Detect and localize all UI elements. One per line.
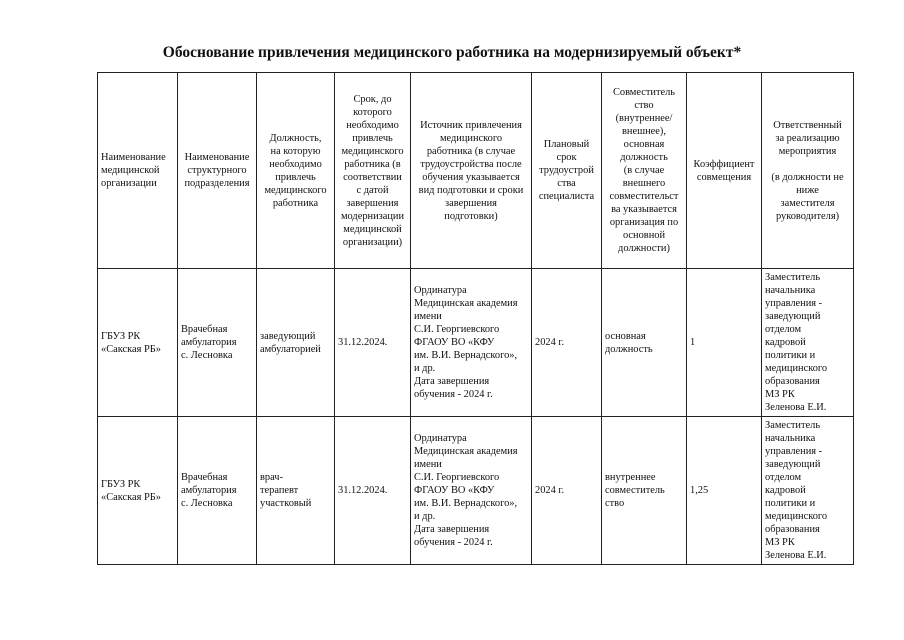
table-row [98,269,854,417]
table-header-row [98,73,854,269]
cell-structural-unit: Врачебная амбулатория с. Лесновка [178,417,257,565]
header-structural-unit: Наименование структурного подразделения [178,73,257,269]
cell-coefficient: 1,25 [687,417,762,565]
cell-source: Ординатура Медицинская академия имени С.И. Георгиевского ФГАОУ ВО «КФУ им. В.И. Вернадского», и др. Дата завершения обучения - 2024 г. [411,269,532,417]
header-source: Источник привлечения медицинского работника (в случае трудоустройства после обучения указывается вид подготовки и сроки завершения подготовки) [411,73,532,269]
cell-combination: основная должность [602,269,687,417]
cell-source: Ординатура Медицинская академия имени С.И. Георгиевского ФГАОУ ВО «КФУ им. В.И. Вернадского», и др. Дата завершения обучения - 2024 г. [411,417,532,565]
cell-responsible: Заместитель начальника управления - заведующий отделом кадровой политики и медицинского образования МЗ РК Зеленова Е.И. [762,417,854,565]
cell-combination: внутреннее совместитель ство [602,417,687,565]
cell-deadline: 31.12.2024. [335,269,411,417]
cell-position: заведующий амбулаторией [257,269,335,417]
header-position: Должность, на которую необходимо привлечь медицинского работника [257,73,335,269]
page-title: Обоснование привлечения медицинского работника на модернизируемый объект* [162,44,742,61]
cell-planned-term: 2024 г. [532,417,602,565]
cell-organization: ГБУЗ РК «Сакская РБ» [98,269,178,417]
data-table [97,72,854,565]
cell-deadline: 31.12.2024. [335,417,411,565]
header-organization: Наименование медицинской организации [98,73,178,269]
cell-position: врач- терапевт участковый [257,417,335,565]
cell-planned-term: 2024 г. [532,269,602,417]
header-deadline: Срок, до которого необходимо привлечь медицинского работника (в соответствии с датой завершения модернизации медицинской организации) [335,73,411,269]
cell-organization: ГБУЗ РК «Сакская РБ» [98,417,178,565]
table-row [98,417,854,565]
header-combination: Совместитель ство (внутреннее/ внешнее), основная должность (в случае внешнего совместительст ва указывается организация по основной должности) [602,73,687,269]
cell-structural-unit: Врачебная амбулатория с. Лесновка [178,269,257,417]
cell-responsible: Заместитель начальника управления - заведующий отделом кадровой политики и медицинского образования МЗ РК Зеленова Е.И. [762,269,854,417]
header-responsible: Ответственный за реализацию мероприятия (в должности не ниже заместителя руководителя) [762,73,854,269]
cell-coefficient: 1 [687,269,762,417]
header-planned-term: Плановый срок трудоустрой ства специалиста [532,73,602,269]
header-coefficient: Коэффициент совмещения [687,73,762,269]
